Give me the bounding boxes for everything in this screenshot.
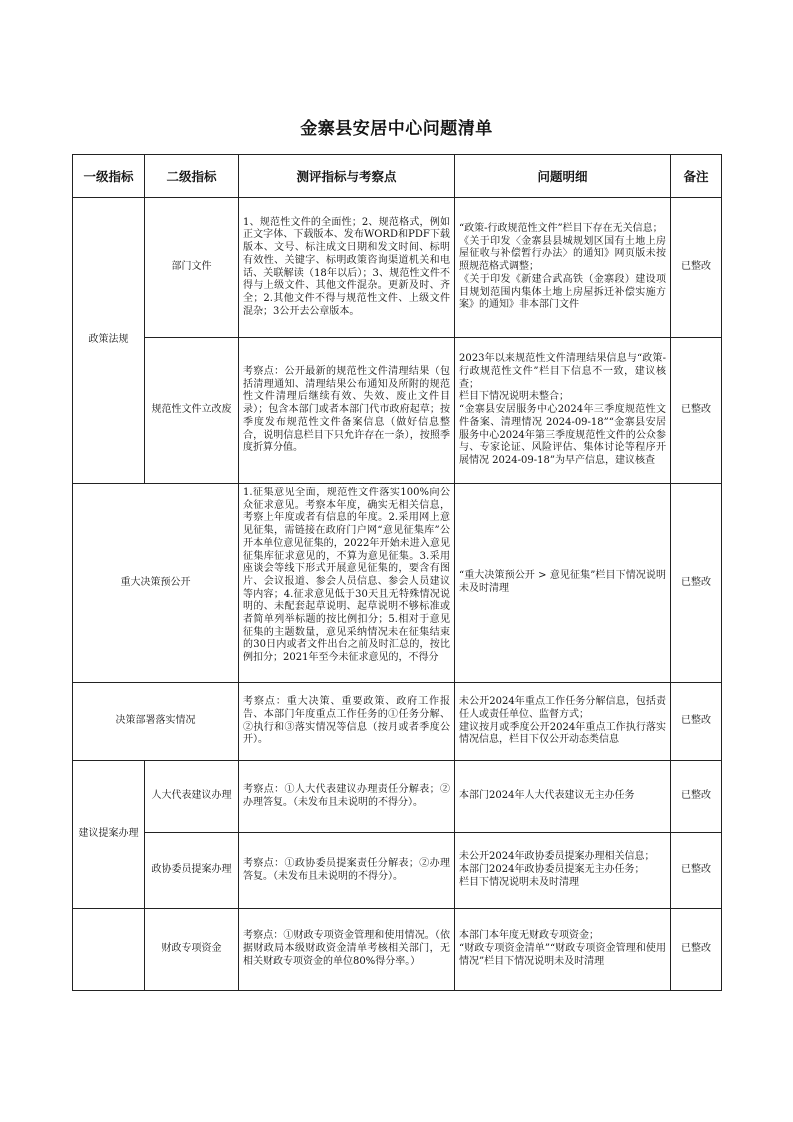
header-note: 备注 bbox=[671, 155, 722, 198]
table-row bbox=[73, 833, 722, 909]
criteria-cell bbox=[239, 484, 455, 683]
level2-cell: 规范性文件立改废 bbox=[145, 338, 239, 484]
problem-list-table bbox=[72, 154, 722, 991]
table-row bbox=[73, 761, 722, 833]
criteria-cell: 考察点：①财政专项资金管理和使用情况。（依据财政局本级财政资金清单考核相关部门，无相关财政专项资金的单位80%得分率。） bbox=[239, 909, 455, 991]
note-cell: 已整改 bbox=[671, 833, 722, 909]
criteria-text: 1.征集意见全面，规范性文件落实100%向公众征求意见。考察本年度，确实无相关信息，考察上年度或者有信息的年度。2.采用网上意见征集，需链接在政府门户网“意见征集库”公开本单位意见征集的，2022年开始未进入意见征集库征求意见的，不算为意见征集。3.采用座谈会等线下形式开展意见征集的，要含有图片、会议报道、参会人员信息、参会人员建议等内容；4.征求意见低于30天且无特殊情况说明的、未配套起草说明、起草说明不够标准或者简单列举标题的按比例扣分；5.相对于意见征集的主题数量，意见采纳情况未在征集结束的30日内或者文件出台之前及时汇总的，按比例扣分；2021年至今未征求意见的，不得分 bbox=[243, 487, 450, 664]
level1-cell-empty bbox=[73, 909, 145, 991]
criteria-cell: 考察点：①人大代表建议办理责任分解表；②办理答复。（未发布且未说明的不得分）。 bbox=[239, 761, 455, 833]
page-title: 金寨县安居中心问题清单 bbox=[300, 119, 493, 139]
note-cell: 已整改 bbox=[671, 338, 722, 484]
level1-cell: 建议提案办理 bbox=[73, 761, 145, 909]
note-cell: 已整改 bbox=[671, 198, 722, 338]
issues-cell: 本部门本年度无财政专项资金； “财政专项资金清单”“财政专项资金管理和使用情况”栏目下情况说明未及时清理 bbox=[455, 909, 671, 991]
note-cell: 已整改 bbox=[671, 761, 722, 833]
level2-cell: 部门文件 bbox=[145, 198, 239, 338]
criteria-cell: 考察点：重大决策、重要政策、政府工作报告、本部门年度重点工作任务的①任务分解、②执行和③落实情况等信息（按月或者季度公开）。 bbox=[239, 683, 455, 761]
note-cell: 已整改 bbox=[671, 909, 722, 991]
level1-cell: 重大决策预公开 bbox=[73, 484, 239, 683]
level2-cell: 政协委员提案办理 bbox=[145, 833, 239, 909]
header-issues: 问题明细 bbox=[455, 155, 671, 198]
table-row bbox=[73, 909, 722, 991]
table-header-row bbox=[73, 155, 722, 198]
issues-cell: “重大决策预公开 > 意见征集”栏目下情况说明未及时清理 bbox=[455, 484, 671, 683]
issues-cell: “政策-行政规范性文件”栏目下存在无关信息； 《关于印发〈金寨县县城规划区国有土地上房屋征收与补偿暂行办法〉的通知》网页版未按照规范格式调整； 《关于印发《新建合武高铁（金寨段）建设项目规划范围内集体土地上房屋拆迁补偿实施方案》的通知》非本部门文件 bbox=[455, 198, 671, 338]
table-row bbox=[73, 683, 722, 761]
criteria-cell: 考察点：①政协委员提案责任分解表；②办理答复。（未发布且未说明的不得分）。 bbox=[239, 833, 455, 909]
issues-cell: 2023年以来规范性文件清理结果信息与“政策-行政规范性文件”栏目下信息不一致，建议核查； 栏目下情况说明未整合； “金寨县安居服务中心2024年三季度规范性文件备案、清理情况 2024-09-18”“金寨县安居服务中心2024年第三季度规范性文件的公众参与、专家论证、风险评估、集体讨论等程序开展情况 2024-09-18”为早产信息，建议核查 bbox=[455, 338, 671, 484]
header-criteria: 测评指标与考察点 bbox=[239, 155, 455, 198]
table-row bbox=[73, 338, 722, 484]
header-level1: 一级指标 bbox=[73, 155, 145, 198]
issues-cell: 未公开2024年政协委员提案办理相关信息； 本部门2024年政协委员提案无主办任务； 栏目下情况说明未及时清理 bbox=[455, 833, 671, 909]
issues-cell: 本部门2024年人大代表建议无主办任务 bbox=[455, 761, 671, 833]
level1-cell: 政策法规 bbox=[73, 198, 145, 484]
note-cell: 已整改 bbox=[671, 683, 722, 761]
level2-cell: 人大代表建议办理 bbox=[145, 761, 239, 833]
table-row bbox=[73, 484, 722, 683]
level1-cell: 决策部署落实情况 bbox=[73, 683, 239, 761]
criteria-cell: 1、规范性文件的全面性；2、规范格式，例如正文字体、下载版本、发布WORD和PDF下载版本、文号、标注成文日期和发文时间、标明有效性、关键字、标明政策咨询渠道机关和电话、关联解读（18年以后）；3、规范性文件不得与上级文件、其他文件混杂。更新及时、齐全；2.其他文件不得与规范性文件、上级文件混杂；3公开去公章版本。 bbox=[239, 198, 455, 338]
level2-cell: 财政专项资金 bbox=[145, 909, 239, 991]
note-cell: 已整改 bbox=[671, 484, 722, 683]
issues-cell: 未公开2024年重点工作任务分解信息，包括责任人或责任单位、监督方式； 建议按月或季度公开2024年重点工作执行落实情况信息，栏目下仅公开动态类信息 bbox=[455, 683, 671, 761]
table-row bbox=[73, 198, 722, 338]
criteria-cell: 考察点：公开最新的规范性文件清理结果（包括清理通知、清理结果公布通知及所附的规范性文件清理后继续有效、失效、废止文件目录）；包含本部门或者本部门代市政府起草；按季度发布规范性文件备案信息（做好信息整合，说明信息栏目下只允许存在一条），按照季度折算分值。 bbox=[239, 338, 455, 484]
header-level2: 二级指标 bbox=[145, 155, 239, 198]
